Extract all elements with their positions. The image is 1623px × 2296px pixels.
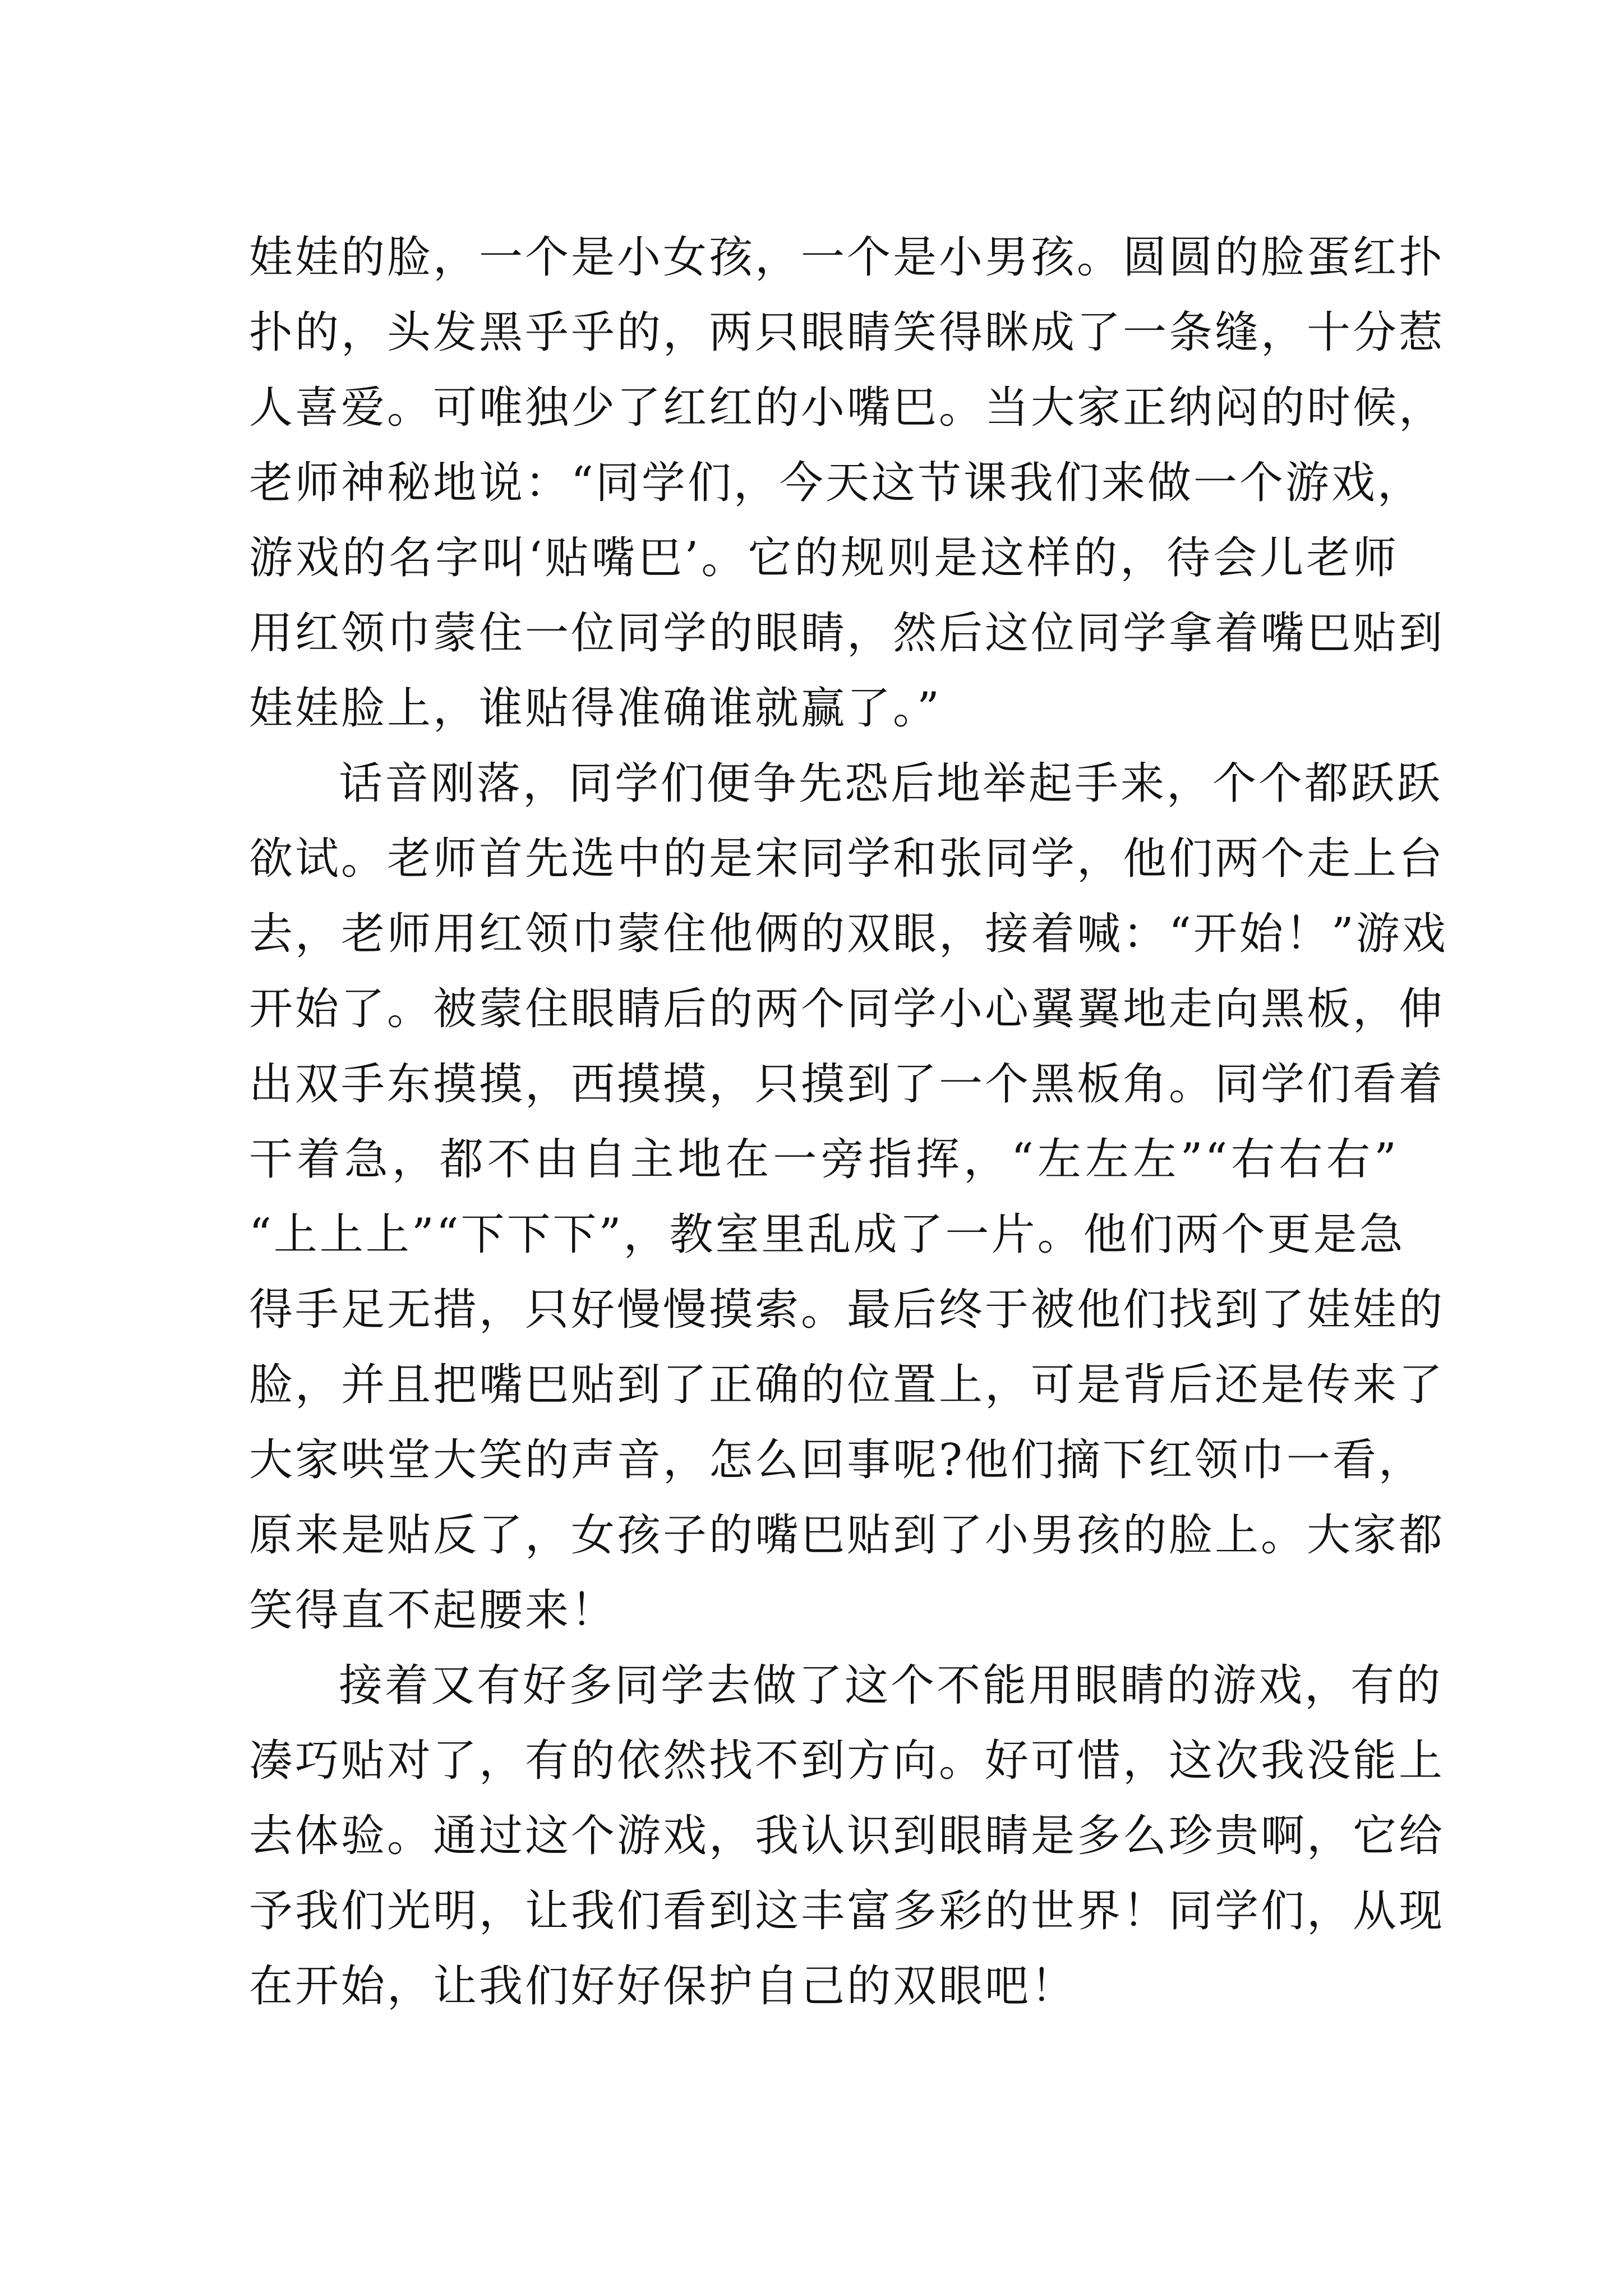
text-line: 原来是贴反了，女孩子的嘴巴贴到了小男孩的脸上。大家都 xyxy=(249,1510,1445,1561)
text-line: 老师神秘地说：“同学们，今天这节课我们来做一个游戏， xyxy=(249,458,1423,508)
text-line: 干着急，都不由自主地在一旁指挥，“左左左”“右右右” xyxy=(249,1134,1399,1185)
text-line: 得手足无措，只好慢慢摸索。最后终于被他们找到了娃娃的 xyxy=(249,1285,1445,1335)
text-line: 去体验。通过这个游戏，我认识到眼睛是多么珍贵啊，它给 xyxy=(249,1811,1445,1861)
text-line: 欲试。老师首先选中的是宋同学和张同学，他们两个走上台 xyxy=(249,834,1445,884)
text-line: “上上上”“下下下”，教室里乱成了一片。他们两个更是急 xyxy=(249,1209,1405,1260)
text-line: 在开始，让我们好好保护自己的双眼吧！ xyxy=(249,1961,1077,2012)
text-line: 予我们光明，让我们看到这丰富多彩的世界！同学们，从现 xyxy=(249,1886,1445,1936)
text-line: 娃娃的脸，一个是小女孩，一个是小男孩。圆圆的脸蛋红扑 xyxy=(249,232,1445,283)
text-line: 话音刚落，同学们便争先恐后地举起手来，个个都跃跃 xyxy=(339,758,1443,809)
paragraph-1 xyxy=(249,220,1445,746)
text-line: 人喜爱。可唯独少了红红的小嘴巴。当大家正纳闷的时候， xyxy=(249,383,1445,433)
text-line: 去，老师用红领巾蒙住他俩的双眼，接着喊：“开始！”游戏 xyxy=(249,909,1448,959)
text-line: 脸，并且把嘴巴贴到了正确的位置上，可是背后还是传来了 xyxy=(249,1360,1445,1410)
text-line: 大家哄堂大笑的声音，怎么回事呢?他们摘下红领巾一看， xyxy=(249,1435,1424,1485)
text-line: 凑巧贴对了，有的依然找不到方向。好可惜，这次我没能上 xyxy=(249,1736,1445,1786)
essay-body xyxy=(249,220,1448,2024)
text-line: 接着又有好多同学去做了这个不能用眼睛的游戏，有的 xyxy=(339,1660,1443,1711)
text-line: 笑得直不起腰来！ xyxy=(249,1585,617,1636)
text-line: 开始了。被蒙住眼睛后的两个同学小心翼翼地走向黑板，伸 xyxy=(249,984,1445,1034)
text-line: 娃娃脸上，谁贴得准确谁就赢了。” xyxy=(249,683,942,734)
text-line: 用红领巾蒙住一位同学的眼睛，然后这位同学拿着嘴巴贴到 xyxy=(249,608,1445,659)
text-line: 扑的，头发黑乎乎的，两只眼睛笑得眯成了一条缝，十分惹 xyxy=(249,307,1445,358)
paragraph-3 xyxy=(249,1648,1445,2024)
text-line: 出双手东摸摸，西摸摸，只摸到了一个黑板角。同学们看着 xyxy=(249,1059,1445,1110)
text-line: 游戏的名字叫‘贴嘴巴’。它的规则是这样的，待会儿老师 xyxy=(249,533,1399,583)
paragraph-2 xyxy=(249,746,1448,1648)
